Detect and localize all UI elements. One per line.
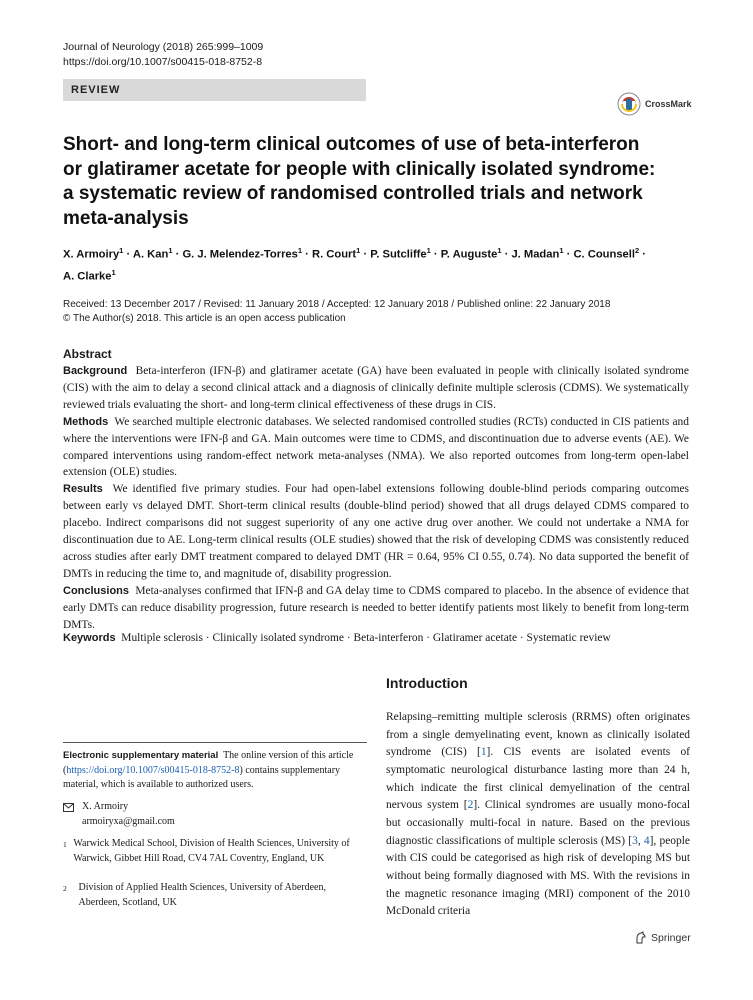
journal-header: [63, 40, 263, 70]
author-name[interactable]: A. Kan: [132, 248, 169, 261]
author-affiliation-mark: 1: [119, 246, 124, 255]
author-name[interactable]: P. Sutcliffe: [370, 248, 427, 261]
abstract-results-text: We identified five primary studies. Four had open-label extensions following double-blind periods comparing outcomes between early vs delayed DMT. Short-term clinical results (double-blind period) showed that all drugs delayed CDMS compared to placebo. Indirect comparisons did not suggest superiority of any one active drug over another. We could not undertake a NMA for discontinuation due to AE. Long-term clinical results (OLE studies) showed that the risk of developing CDMS was consistently reduced across studies after early DMT treatment compared to delayed DMT (HR = 0.64, 95% CI 0.55, 0.74). No data supported the benefit of DMTs in reducing the time to, and magnitude of, disability progression.: [63, 483, 690, 580]
supplementary-link[interactable]: https://doi.org/10.1007/s00415-018-8752-8: [66, 764, 240, 776]
correspondence: [63, 800, 363, 829]
keywords-label: Keywords: [63, 632, 116, 644]
section-label: REVIEW: [63, 79, 366, 101]
affiliation-number: 1: [63, 840, 67, 849]
author-affiliation-mark: 1: [111, 267, 116, 277]
crossmark-badge[interactable]: [617, 90, 737, 118]
affiliation-number: 2: [63, 884, 67, 893]
supplementary-note: [63, 749, 363, 793]
crossmark-icon: [617, 92, 641, 116]
publisher-name: Springer: [651, 931, 691, 944]
crossmark-label: CrossMark: [645, 99, 692, 109]
citation-link[interactable]: 3: [632, 834, 638, 847]
abstract-conclusions-label: Conclusions: [63, 584, 130, 597]
author-affiliation-mark: 1: [297, 246, 303, 255]
author-list: X. Armoiry$^1$ · A. Kan$^1$ · G. J. Melendez-Torres$^1$ · R. Court$^1$ · P. Sutcliffe$^1$ · P. Auguste$^1$ · J. Madan$^1$ · C. Counsell$^2$ · A. Clarke$^1$: [63, 246, 647, 283]
abstract: [63, 346, 689, 634]
citation-link[interactable]: 1: [480, 746, 487, 759]
author-affiliation-mark: 1: [168, 246, 173, 255]
author-name[interactable]: P. Auguste: [440, 248, 498, 261]
author-name[interactable]: C. Counsell: [573, 248, 635, 261]
introduction-body: [386, 709, 690, 921]
journal-citation: Journal of Neurology (2018) 265:999–1009: [63, 41, 264, 53]
envelope-icon: [63, 803, 74, 812]
citation-link[interactable]: 4: [643, 834, 650, 847]
affiliation-text: Warwick Medical School, Division of Health Sciences, University of Warwick, Gibbet Hill Road, CV4 7AL Coventry, England, UK: [73, 838, 350, 864]
supplementary-label: Electronic supplementary material: [63, 750, 219, 761]
article-title: Short- and long-term clinical outcomes of use of beta-interferon or glatiramer acetate for people with clinically isolated syndrome: a systematic review of randomised controlled trials and network meta-analysis: [63, 134, 656, 229]
author-affiliation-mark: 1: [497, 246, 502, 255]
supplementary-text: ) contains supplementary material, which is available to authorized users.: [63, 764, 341, 791]
affiliation: [63, 881, 363, 910]
springer-horse-icon: [634, 931, 647, 944]
publisher-logo: [634, 931, 691, 944]
intro-text: ]. CIS events are isolated events of symptomatic neurological disturbance lasting more than 24 h, which indicate the first clinical demyelination of the central nervous system [: [386, 746, 690, 812]
abstract-results: [63, 481, 689, 582]
abstract-conclusions: [63, 583, 689, 634]
author-name[interactable]: J. Madan: [511, 248, 560, 261]
keywords-text: Multiple sclerosis · Clinically isolated syndrome · Beta-interferon · Glatiramer acetate · Systematic review: [121, 632, 611, 644]
abstract-conclusions-text: Meta-analyses confirmed that IFN-β and GA delay time to CDMS compared to placebo. In the absence of evidence that early DMTs can reduce disability progression, future research is needed to better identify patients most likely to benefit from long-term DMTs.: [63, 584, 689, 631]
author-affiliation-mark: 2: [635, 246, 640, 255]
abstract-heading: Abstract: [63, 347, 112, 361]
license-note: © The Author(s) 2018. This article is an open access publication: [63, 313, 346, 324]
abstract-methods: [63, 414, 689, 482]
author-name[interactable]: X. Armoiry: [63, 248, 120, 261]
author-name[interactable]: A. Clarke: [63, 270, 112, 283]
intro-text: ], people with CIS could be categorised as high risk of developing MS but without being formally diagnosed with MS. With the revisions in the magnetic resonance imaging (MRI) component of the 2010 McDonald criteria: [386, 834, 690, 918]
publication-history: [63, 298, 703, 326]
intro-text: Relapsing–remitting multiple sclerosis (RRMS) often originates from a single demyelinating event, known as clinically isolated syndrome (CIS) [: [386, 711, 690, 759]
affiliation-text: Division of Applied Health Sciences, University of Aberdeen, Aberdeen, Scotland, UK: [78, 882, 326, 908]
author-affiliation-mark: 1: [426, 246, 431, 255]
affiliation: [63, 837, 363, 866]
author-affiliation-mark: 1: [559, 246, 564, 255]
author-name[interactable]: G. J. Melendez-Torres: [182, 248, 298, 261]
correspondence-email[interactable]: armoiryxa@gmail.com: [82, 815, 175, 827]
footnote-divider: [63, 742, 367, 743]
supplementary-text: The online version of this article (: [63, 750, 354, 776]
abstract-background: [63, 363, 689, 414]
intro-text: ]. Clinical syndromes are usually mono-focal but occasionally multi-focal in nature. Based on the previous diagnostic classifications of multiple sclerosis (MS) [: [386, 799, 690, 847]
journal-doi[interactable]: https://doi.org/10.1007/s00415-018-8752-8: [63, 56, 263, 68]
introduction-heading: Introduction: [386, 675, 468, 691]
intro-text: ,: [637, 834, 644, 847]
correspondence-name: X. Armoiry: [82, 801, 129, 812]
citation-link[interactable]: 2: [467, 799, 474, 812]
author-affiliation-mark: 1: [356, 246, 361, 255]
abstract-methods-label: Methods: [63, 415, 109, 428]
publication-dates: Received: 13 December 2017 / Revised: 11 January 2018 / Accepted: 12 January 2018 / Published online: 22 January 2018: [63, 299, 611, 310]
abstract-methods-text: We searched multiple electronic databases. We selected randomised controlled studies (RCTs) conducted in CIS patients and where the interventions were IFN-β and GA. Main outcomes were time to CDMS, and discontinuation due to adverse events (AE). We compared interventions using random-effect network meta-analyses (NMA). We also reported outcomes from long-term open-label extension (OLE) studies.: [63, 415, 689, 479]
abstract-results-label: Results: [63, 483, 103, 496]
author-name[interactable]: R. Court: [312, 248, 357, 261]
abstract-background-label: Background: [63, 365, 128, 377]
abstract-background-text: Beta-interferon (IFN-β) and glatiramer acetate (GA) have been evaluated in people with clinically isolated syndrome (CIS) with the aim to delay a second clinical attack and a diagnosis of clinically definite multiple sclerosis (CDMS). We systematically reviewed trials evaluating the short- and long-term clinical effectiveness of these drugs in CIS.: [63, 365, 690, 411]
keywords: [63, 630, 703, 647]
